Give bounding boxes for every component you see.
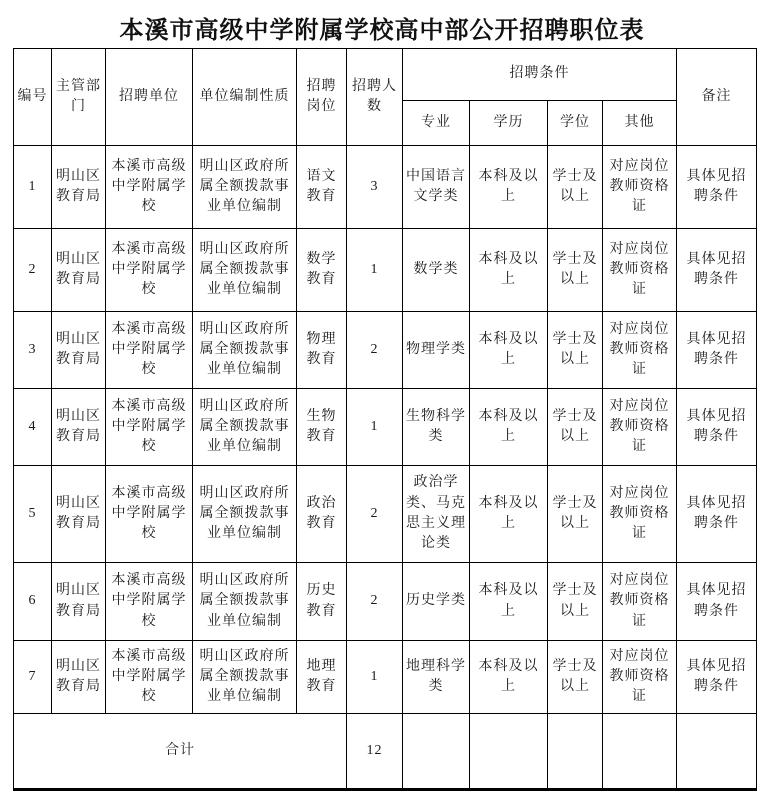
cell-unit: 本溪市高级中学附属学校 [106, 563, 193, 641]
recruitment-positions-table [13, 48, 757, 791]
cell-unit: 本溪市高级中学附属学校 [106, 641, 193, 714]
cell-nature: 明山区政府所属全额拨款事业单位编制 [193, 146, 297, 229]
cell-note: 具体见招聘条件 [677, 312, 757, 389]
cell-count: 2 [347, 466, 403, 563]
cell-other: 对应岗位教师资格证 [603, 641, 677, 714]
col-header-major: 专业 [403, 101, 470, 146]
table-row [14, 563, 757, 641]
cell-unit: 本溪市高级中学附属学校 [106, 389, 193, 466]
cell-count: 1 [347, 229, 403, 312]
table-row [14, 229, 757, 312]
col-header-count: 招聘人数 [347, 49, 403, 146]
cell-id: 4 [14, 389, 52, 466]
page-title: 本溪市高级中学附属学校高中部公开招聘职位表 [119, 18, 645, 44]
cell-degree: 学士及以上 [548, 229, 603, 312]
cell-nature: 明山区政府所属全额拨款事业单位编制 [193, 466, 297, 563]
cell-unit: 本溪市高级中学附属学校 [106, 146, 193, 229]
cell-unit: 本溪市高级中学附属学校 [106, 312, 193, 389]
cell-nature: 明山区政府所属全额拨款事业单位编制 [193, 389, 297, 466]
cell-other: 对应岗位教师资格证 [603, 563, 677, 641]
cell-department: 明山区教育局 [52, 466, 106, 563]
col-header-other: 其他 [603, 101, 677, 146]
cell-empty [548, 714, 603, 790]
cell-unit: 本溪市高级中学附属学校 [106, 466, 193, 563]
cell-nature: 明山区政府所属全额拨款事业单位编制 [193, 641, 297, 714]
cell-department: 明山区教育局 [52, 641, 106, 714]
cell-major: 生物科学类 [403, 389, 470, 466]
cell-department: 明山区教育局 [52, 146, 106, 229]
table-row [14, 146, 757, 229]
header-row-1 [14, 49, 757, 101]
cell-unit: 本溪市高级中学附属学校 [106, 229, 193, 312]
cell-other: 对应岗位教师资格证 [603, 389, 677, 466]
cell-empty [403, 714, 470, 790]
cell-id: 7 [14, 641, 52, 714]
cell-note: 具体见招聘条件 [677, 389, 757, 466]
col-header-id: 编号 [14, 49, 52, 146]
cell-other: 对应岗位教师资格证 [603, 229, 677, 312]
cell-id: 3 [14, 312, 52, 389]
table-row [14, 389, 757, 466]
cell-position: 物理教育 [297, 312, 347, 389]
cell-note: 具体见招聘条件 [677, 229, 757, 312]
cell-other: 对应岗位教师资格证 [603, 312, 677, 389]
cell-degree: 学士及以上 [548, 466, 603, 563]
cell-nature: 明山区政府所属全额拨款事业单位编制 [193, 229, 297, 312]
cell-note: 具体见招聘条件 [677, 466, 757, 563]
cell-major: 地理科学类 [403, 641, 470, 714]
table-row [14, 641, 757, 714]
cell-degree: 学士及以上 [548, 563, 603, 641]
cell-degree: 学士及以上 [548, 146, 603, 229]
cell-major: 中国语言文学类 [403, 146, 470, 229]
cell-education: 本科及以上 [470, 146, 548, 229]
cell-degree: 学士及以上 [548, 312, 603, 389]
cell-education: 本科及以上 [470, 312, 548, 389]
table-row [14, 466, 757, 563]
cell-empty [470, 714, 548, 790]
cell-nature: 明山区政府所属全额拨款事业单位编制 [193, 312, 297, 389]
cell-education: 本科及以上 [470, 563, 548, 641]
cell-id: 5 [14, 466, 52, 563]
cell-empty [603, 714, 677, 790]
cell-note: 具体见招聘条件 [677, 563, 757, 641]
cell-education: 本科及以上 [470, 466, 548, 563]
total-row [14, 714, 757, 790]
cell-education: 本科及以上 [470, 641, 548, 714]
cell-empty [677, 714, 757, 790]
cell-position: 语文教育 [297, 146, 347, 229]
cell-department: 明山区教育局 [52, 389, 106, 466]
cell-count: 1 [347, 641, 403, 714]
cell-other: 对应岗位教师资格证 [603, 146, 677, 229]
cell-department: 明山区教育局 [52, 312, 106, 389]
col-header-unit: 招聘单位 [106, 49, 193, 146]
cell-count: 3 [347, 146, 403, 229]
cell-other: 对应岗位教师资格证 [603, 466, 677, 563]
cell-note: 具体见招聘条件 [677, 146, 757, 229]
cell-department: 明山区教育局 [52, 563, 106, 641]
cell-major: 物理学类 [403, 312, 470, 389]
col-header-position: 招聘岗位 [297, 49, 347, 146]
col-header-nature: 单位编制性质 [193, 49, 297, 146]
cell-major: 数学类 [403, 229, 470, 312]
cell-position: 生物教育 [297, 389, 347, 466]
total-label-cell: 合计 [14, 714, 347, 790]
col-header-education: 学历 [470, 101, 548, 146]
cell-degree: 学士及以上 [548, 641, 603, 714]
cell-count: 1 [347, 389, 403, 466]
total-count-cell: 12 [347, 714, 403, 790]
cell-major: 政治学类、马克思主义理论类 [403, 466, 470, 563]
cell-education: 本科及以上 [470, 389, 548, 466]
table-row [14, 312, 757, 389]
cell-position: 历史教育 [297, 563, 347, 641]
cell-id: 1 [14, 146, 52, 229]
col-header-conditions: 招聘条件 [403, 49, 677, 101]
cell-department: 明山区教育局 [52, 229, 106, 312]
col-header-degree: 学位 [548, 101, 603, 146]
cell-note: 具体见招聘条件 [677, 641, 757, 714]
cell-education: 本科及以上 [470, 229, 548, 312]
cell-degree: 学士及以上 [548, 389, 603, 466]
cell-count: 2 [347, 563, 403, 641]
cell-position: 政治教育 [297, 466, 347, 563]
cell-id: 2 [14, 229, 52, 312]
cell-id: 6 [14, 563, 52, 641]
cell-count: 2 [347, 312, 403, 389]
col-header-department: 主管部门 [52, 49, 106, 146]
cell-position: 数学教育 [297, 229, 347, 312]
cell-nature: 明山区政府所属全额拨款事业单位编制 [193, 563, 297, 641]
cell-major: 历史学类 [403, 563, 470, 641]
cell-position: 地理教育 [297, 641, 347, 714]
col-header-note: 备注 [677, 49, 757, 146]
